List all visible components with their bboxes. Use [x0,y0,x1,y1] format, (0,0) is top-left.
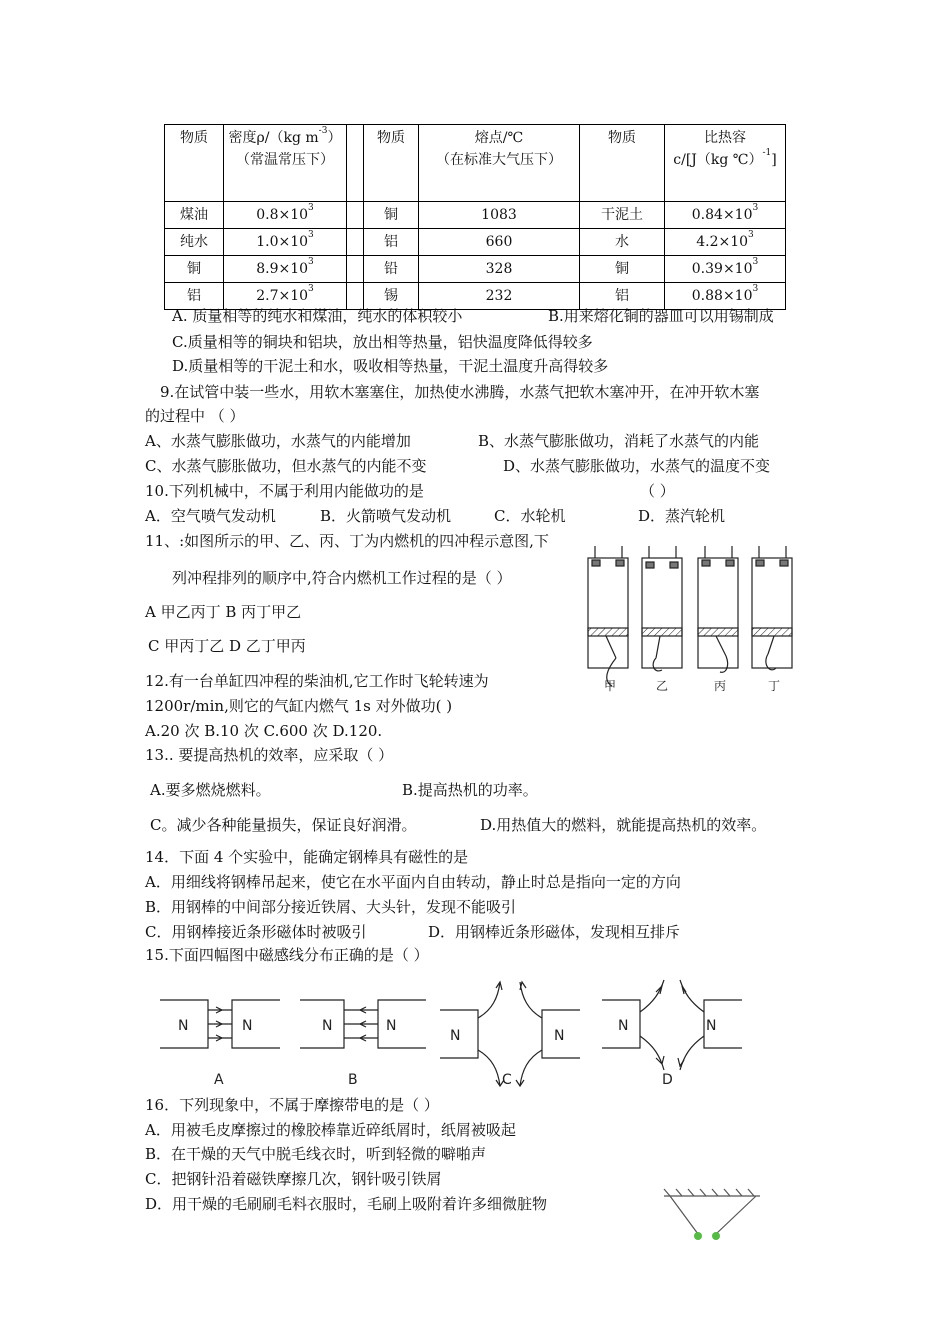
q10-stem: 10.下列机械中，不属于利用内能做功的是 [145,482,424,500]
cylinder-yi [642,546,682,671]
charged-ball-right [712,1232,720,1240]
cylinder-label-bing: 丙 [714,679,727,693]
cylinder-label-jia: 甲 [604,679,617,693]
magnetic-field-diagrams [150,980,750,1090]
q14-option-a: A．用细线将钢棒吊起来，使它在水平面内自由转动，静止时总是指向一定的方向 [145,873,681,891]
header-melting: 熔点/℃ （在标准大气压下） [419,125,580,202]
q12-stem-line1: 12.有一台单缸四冲程的柴油机,它工作时飞轮转速为 [145,672,489,690]
q14-option-d: D．用钢棒近条形磁体，发现相互排斥 [428,923,681,941]
pole-label: N [450,1028,461,1044]
q8-option-c: C.质量相等的铜块和铝块，放出相等热量，铝快温度降低得较多 [172,333,593,351]
q15-stem: 15.下面四幅图中磁感线分布正确的是（ ） [145,946,429,964]
cylinder-label-ding: 丁 [768,679,781,693]
diagram-label-a: A [214,1072,224,1088]
pole-label: N [322,1018,333,1034]
q8-option-d: D.质量相等的干泥土和水，吸收相等热量，干泥土温度升高得较多 [172,357,609,375]
table-gap [347,125,364,202]
q16-stem: 16．下列现象中，不属于摩擦带电的是（ ） [145,1096,439,1114]
q10-option-d: D．蒸汽轮机 [638,507,726,525]
header-heat-capacity: 比热容 c/[J（kg ℃）$^{-1}$] [665,125,786,202]
q13-stem: 13.. 要提高热机的效率，应采取（ ） [145,746,394,764]
table-header-row [165,125,786,202]
engine-strokes-diagram [580,540,800,700]
charged-ball-left [694,1232,702,1240]
q9-option-a: A、水蒸气膨胀做功，水蒸气的内能增加 [145,432,411,450]
pole-label: N [242,1018,253,1034]
q16-option-b: B．在干燥的天气中脱毛线衣时，听到轻微的噼啪声 [145,1145,487,1163]
q11-options-cd: C 甲丙丁乙 D 乙丁甲丙 [148,637,306,655]
q9-stem-line2: 的过程中 （ ） [145,407,245,425]
q10-option-a: A．空气喷气发动机 [145,507,276,525]
q9-option-d: D、水蒸气膨胀做功，水蒸气的温度不变 [503,457,771,475]
pole-label: N [618,1018,629,1034]
table-row: 铜 $8.9\times 10^3$ 铅 328 铜 $0.39\times 10^3$ [165,256,786,283]
q14-option-b: B．用钢棒的中间部分接近铁屑、大头针，发现不能吸引 [145,898,517,916]
cylinder-bing [698,546,738,672]
q11-stem-line2: 列冲程排列的顺序中,符合内燃机工作过程的是（ ） [172,569,512,587]
header-substance-3: 物质 [580,125,665,202]
pole-label: N [178,1018,189,1034]
q14-stem: 14．下面 4 个实验中，能确定钢棒具有磁性的是 [145,848,469,866]
q16-option-a: A．用被毛皮摩擦过的橡胶棒靠近碎纸屑时，纸屑被吸起 [145,1121,516,1139]
cylinder-jia [588,546,628,686]
q13-option-d: D.用热值大的燃料，就能提高热机的效率。 [480,816,767,834]
q9-option-c: C、水蒸气膨胀做功，但水蒸气的内能不变 [145,457,427,475]
q9-option-b: B、水蒸气膨胀做功，消耗了水蒸气的内能 [478,432,760,450]
field-diagram-b [300,1000,426,1048]
q13-option-b: B.提高热机的功率。 [402,781,538,799]
q10-paren: （ ） [640,482,675,500]
header-substance-1: 物质 [165,125,224,202]
header-density: 密度ρ/（kg $m^{-3}$） （常温常压下） [224,125,347,202]
q16-option-d: D．用干燥的毛刷刷毛料衣服时，毛刷上吸附着许多细微脏物 [145,1195,548,1213]
table-row: 煤油 $0.8\times 10^3$ 铜 1083 干泥土 $0.84\times 10^3$ [165,202,786,229]
q11-stem-line1: 11、:如图所示的甲、乙、丙、丁为内燃机的四冲程示意图,下 [145,532,549,550]
q13-option-c: C。减少各种能量损失，保证良好润滑。 [150,816,417,834]
q14-option-c: C．用钢棒接近条形磁体时被吸引 [145,923,367,941]
q10-option-b: B．火箭喷气发动机 [320,507,452,525]
table-row: 纯水 $1.0\times 10^3$ 铝 660 水 $4.2\times 10^3$ [165,229,786,256]
q8-option-a: A. 质量相等的纯水和煤油，纯水的体积较小 [172,307,463,325]
q12-options: A.20 次 B.10 次 C.600 次 D.120. [145,722,383,740]
q11-options-ab: A 甲乙丙丁 B 丙丁甲乙 [145,603,302,621]
pole-label: N [554,1028,565,1044]
cylinder-label-yi: 乙 [656,679,669,693]
diagram-label-b: B [348,1072,358,1088]
header-substance-2: 物质 [364,125,419,202]
q9-stem-line1: 9.在试管中装一些水，用软木塞塞住，加热使水沸腾，水蒸气把软木塞冲开，在冲开软木塞 [160,383,760,401]
q13-option-a: A.要多燃烧燃料。 [150,781,271,799]
q16-option-c: C．把钢针沿着磁铁摩擦几次，钢针吸引铁屑 [145,1170,442,1188]
hanging-balls-diagram [660,1186,770,1246]
table-row: 铝 $2.7\times 10^3$ 锡 232 铝 $0.88\times 10^3$ [165,283,786,310]
properties-table [164,124,786,310]
pole-label: N [706,1018,717,1034]
diagram-label-d: D [662,1072,673,1088]
diagram-label-c: C [502,1072,512,1088]
q8-option-b: B.用来熔化铜的器皿可以用锡制成 [548,307,774,325]
q10-option-c: C．水轮机 [494,507,566,525]
cylinder-ding [752,546,792,670]
q12-stem-line2: 1200r/min,则它的气缸内燃气 1s 对外做功( ) [145,697,453,715]
pole-label: N [386,1018,397,1034]
